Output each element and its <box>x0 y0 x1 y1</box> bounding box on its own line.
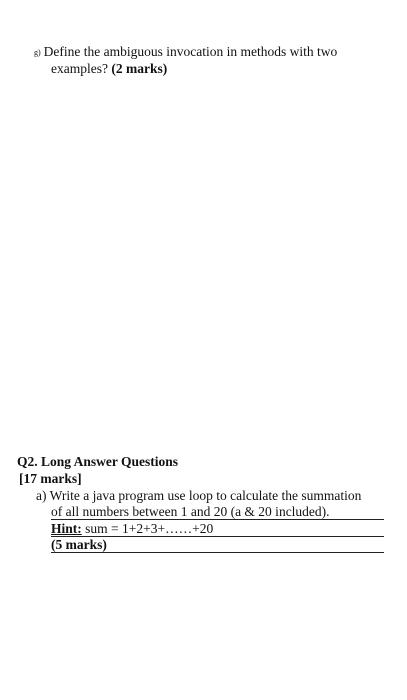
question-g-marks: (2 marks) <box>111 61 168 76</box>
hint-text: sum = 1+2+3+……+20 <box>81 521 214 536</box>
hint-label: Hint: <box>51 521 82 536</box>
part-a-underline-3 <box>51 552 384 553</box>
part-a-marker: a) <box>36 488 47 503</box>
q2-total-marks: [17 marks] <box>19 471 82 486</box>
part-a-marks: (5 marks) <box>51 537 107 552</box>
q2-title: Q2. Long Answer Questions <box>17 454 179 469</box>
question-g-text-line-1: Define the ambiguous invocation in methods with two <box>43 44 338 59</box>
part-a-hint <box>51 521 213 537</box>
question-g-marker: g) <box>34 48 41 57</box>
part-a-underline-1 <box>51 519 384 520</box>
question-g-text-line-2: examples? <box>51 61 112 76</box>
part-a-line-1 <box>36 488 361 504</box>
question-g-line-2 <box>51 61 167 77</box>
part-a-text-line-2: of all numbers between 1 and 20 (a & 20 included). <box>51 504 330 519</box>
question-g-line-1 <box>34 44 337 61</box>
part-a-text-line-1: Write a java program use loop to calculate the summation <box>49 488 362 503</box>
